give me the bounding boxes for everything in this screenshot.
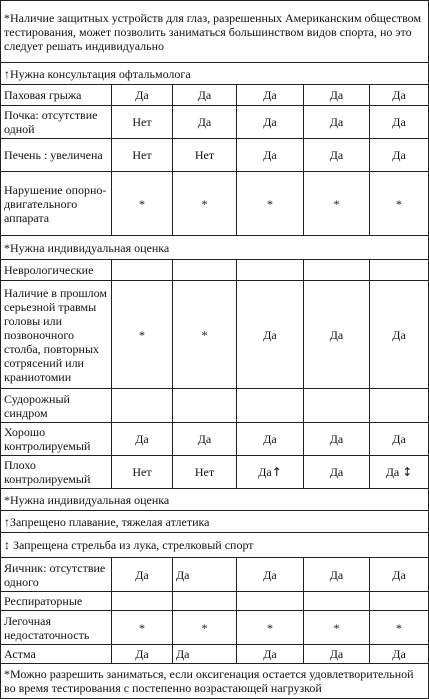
cell-value: Да [237,139,304,172]
table-row [1,260,429,281]
table-row [1,456,429,489]
cell-value: Нет [112,139,173,172]
cell-value: Да [304,139,370,172]
up-down-arrow-icon: ↕ [402,465,413,479]
cell-value [173,389,237,423]
cell-value: Да [304,85,370,106]
cell-value [370,592,429,611]
row-label: Хорошо контролируемый [1,423,112,456]
cell-value: * [112,281,173,389]
cell-value [304,260,370,281]
section-individual-assessment: *Нужна индивидуальная оценка [1,236,429,260]
table-row [1,558,429,592]
row-label: Яичник: отсутствие одного [1,558,112,592]
table-row [1,106,429,139]
table-row [1,389,429,423]
section-row [1,63,429,85]
cell-value: Нет [112,106,173,139]
cell-value: Да [370,558,429,592]
row-label: Судорожный синдром [1,389,112,423]
cell-value: Нет [173,456,237,489]
cell-value: * [237,611,304,645]
section-no-swimming: ↑Запрещено плавание, тяжелая атлетика [1,511,429,533]
row-label: Плохо контролируемый [1,456,112,489]
section-row [1,489,429,511]
section-row [1,511,429,533]
cell-value: Да [112,645,173,664]
cell-value: * [370,172,429,236]
row-label: Печень : увеличена [1,139,112,172]
table-row [1,645,429,664]
cell-value: Да [173,645,237,664]
cell-value: * [173,611,237,645]
cell-value: Да [237,85,304,106]
cell-value: Да [112,423,173,456]
cell-value: Да [112,85,173,106]
cell-value: Да [385,465,400,479]
cell-value: Да [173,423,237,456]
cell-value: Да [237,423,304,456]
cell-value [304,592,370,611]
row-label: Паховая грыжа [1,85,112,106]
cell-value: Да [370,106,429,139]
cell-value [237,592,304,611]
cell-value: Да [370,85,429,106]
cell-value: Да [304,281,370,389]
cell-value: Да [173,558,237,592]
cell-value-marked [237,456,304,489]
cell-value: Да [112,558,173,592]
table-row [1,592,429,611]
cell-value [112,260,173,281]
cell-value: * [304,172,370,236]
cell-value: * [173,281,237,389]
section-row [1,236,429,260]
cell-value: Да [304,106,370,139]
table-row [1,611,429,645]
cell-value: Да [173,85,237,106]
up-arrow-icon: ↑ [271,465,282,479]
row-label: Нарушение опорно-двигательного аппарата [1,172,112,236]
cell-value: Да [304,558,370,592]
cell-value: * [370,611,429,645]
row-label: Астма [1,645,112,664]
cell-value [112,389,173,423]
cell-value: Да [370,281,429,389]
bottom-note: *Можно разрешить заниматься, если оксигенация остается удовлетворительной во время тестирования с постепенно возрастающей нагрузкой [1,664,429,699]
cell-value [304,389,370,423]
cell-value: * [237,172,304,236]
cell-value: Нет [112,456,173,489]
cell-value: Да [173,106,237,139]
cell-value: Да [237,645,304,664]
section-row [1,533,429,558]
cell-value [237,389,304,423]
table-row [1,139,429,172]
row-label: Легочная недостаточность [1,611,112,645]
cell-value: Да [370,139,429,172]
cell-value: * [112,172,173,236]
cell-value: Нет [173,139,237,172]
table-row [1,172,429,236]
table-row [1,85,429,106]
cell-value [370,389,429,423]
cell-value: Да [237,106,304,139]
cell-value [173,260,237,281]
cell-value: * [304,611,370,645]
cell-value: * [112,611,173,645]
cell-value [237,260,304,281]
top-note-row [1,1,429,63]
row-label: Наличие в прошлом серьезной травмы головы или позвоночного столба, повторных сотрясений или краниотомии [1,281,112,389]
cell-value: Да [370,423,429,456]
section-ophthalmologist: ↑Нужна консультация офтальмолога [1,63,429,85]
row-label: Респираторные [1,592,112,611]
table-row [1,423,429,456]
table-row [1,281,429,389]
cell-value: Да [370,645,429,664]
row-label: Неврологические [1,260,112,281]
cell-value: * [173,172,237,236]
top-note: *Наличие защитных устройств для глаз, разрешенных Американским обществом тестирования, может позволить заниматься большинством видов спорта, но это следует решать индивидуально [1,1,429,63]
section-no-archery: ↕ Запрещена стрельба из лука, стрелковый спорт [1,533,429,558]
cell-value: Да [304,423,370,456]
cell-value [370,260,429,281]
cell-value: Да [258,465,272,479]
cell-value: Да [237,281,304,389]
bottom-note-row [1,664,429,699]
section-individual-assessment: *Нужна индивидуальная оценка [1,489,429,511]
row-label: Почка: отсутствие одной [1,106,112,139]
cell-value: Да [304,645,370,664]
cell-value: Да [304,456,370,489]
cell-value-marked [370,456,429,489]
cell-value [173,592,237,611]
cell-value [112,592,173,611]
cell-value: Да [237,558,304,592]
